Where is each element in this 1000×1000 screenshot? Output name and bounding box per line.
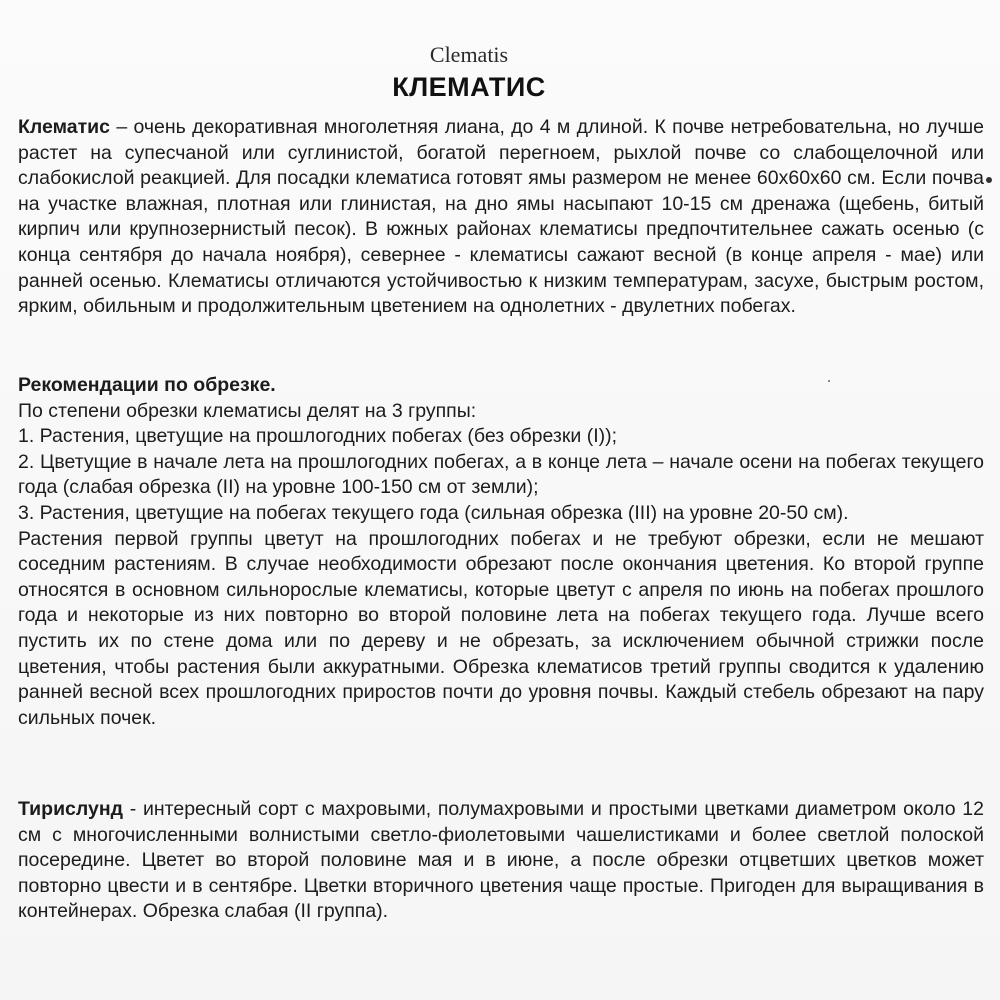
- pruning-heading: Рекомендации по обрезке.: [18, 374, 276, 396]
- print-speck: [828, 380, 830, 382]
- print-dot: [986, 177, 992, 183]
- variety-text: - интересный сорт с махровыми, полумахровыми и простыми цветками диаметром около 12 см с многочисленными волнистыми светло-фиолетовыми чашелистиками и более светлой полоской посередине. Цветет во второй половине мая и в июне, а после обрезки отцветших цветков может повторно цвести и в сентябре. Цветки вторичного цветения чаще простые. Пригоден для выращивания в контейнерах. Обрезка слабая (II группа).: [18, 798, 984, 923]
- variety-paragraph: [18, 797, 984, 925]
- pruning-details: Растения первой группы цветут на прошлогодних побегах и не требуют обрезки, если не мешают соседним растениям. В случае необходимости обрезают после окончания цветения. Ко второй группе относятся в основном сильнорослые клематисы, которые цветут с апреля по июнь на побегах прошлого года и некоторые из них повторно во второй половине лета на побегах текущего года. Лучше всего пустить их по стене дома или по дереву и не обрезать, за исключением обычной стрижки после цветения, чтобы растения были аккуратными. Обрезка клематисов третий группы сводится к удалению ранней весной всех прошлогодних приростов почти до уровня почвы. Каждый стебель обрезают на пару сильных почек.: [18, 527, 984, 729]
- pruning-group-1: 1. Растения, цветущие на прошлогодних побегах (без обрезки (I));: [18, 425, 618, 448]
- intro-paragraph: [18, 115, 984, 320]
- pruning-group-2: 2. Цветущие в начале лета на прошлогодних побегах, а в конце лета – начале осени на побегах текущего года (слабая обрезка (II) на уровне 100-150 см от земли);: [18, 450, 984, 499]
- pruning-section: [18, 373, 984, 731]
- intro-term: Клематис: [18, 116, 111, 138]
- variety-name: Тирислунд: [18, 798, 124, 820]
- intro-text: – очень декоративная многолетняя лиана, до 4 м длиной. К почве нетребовательна, но лучше растет на супесчаной или суглинистой, богатой перегноем, рыхлой почве со слабощелочной или слабокислой реакцией. Для посадки клематиса готовят ямы размером не менее 60х60х60 см. Если почва на участке влажная, плотная или глинистая, на дно ямы насыпают 10-15 см дренажа (щебень, битый кирпич или крупнозернистый песок). В южных районах клематисы предпочтительнее сажать осенью (с конца сентября до начала ноября), севернее - клематисы сажают весной (в конце апреля - мае) или ранней осенью. Клематисы отличаются устойчивостью к низким температурам, засухе, быстрым ростом, ярким, обильным и продолжительным цветением на однолетних - двулетних побегах.: [18, 116, 984, 318]
- page-title: КЛЕМАТИС: [392, 72, 546, 102]
- pruning-lead: По степени обрезки клематисы делят на 3 группы:: [18, 399, 477, 422]
- pruning-group-3: 3. Растения, цветущие на побегах текущего года (сильная обрезка (III) на уровне 20-50 см).: [18, 501, 849, 524]
- latin-name: Clematis: [429, 42, 509, 67]
